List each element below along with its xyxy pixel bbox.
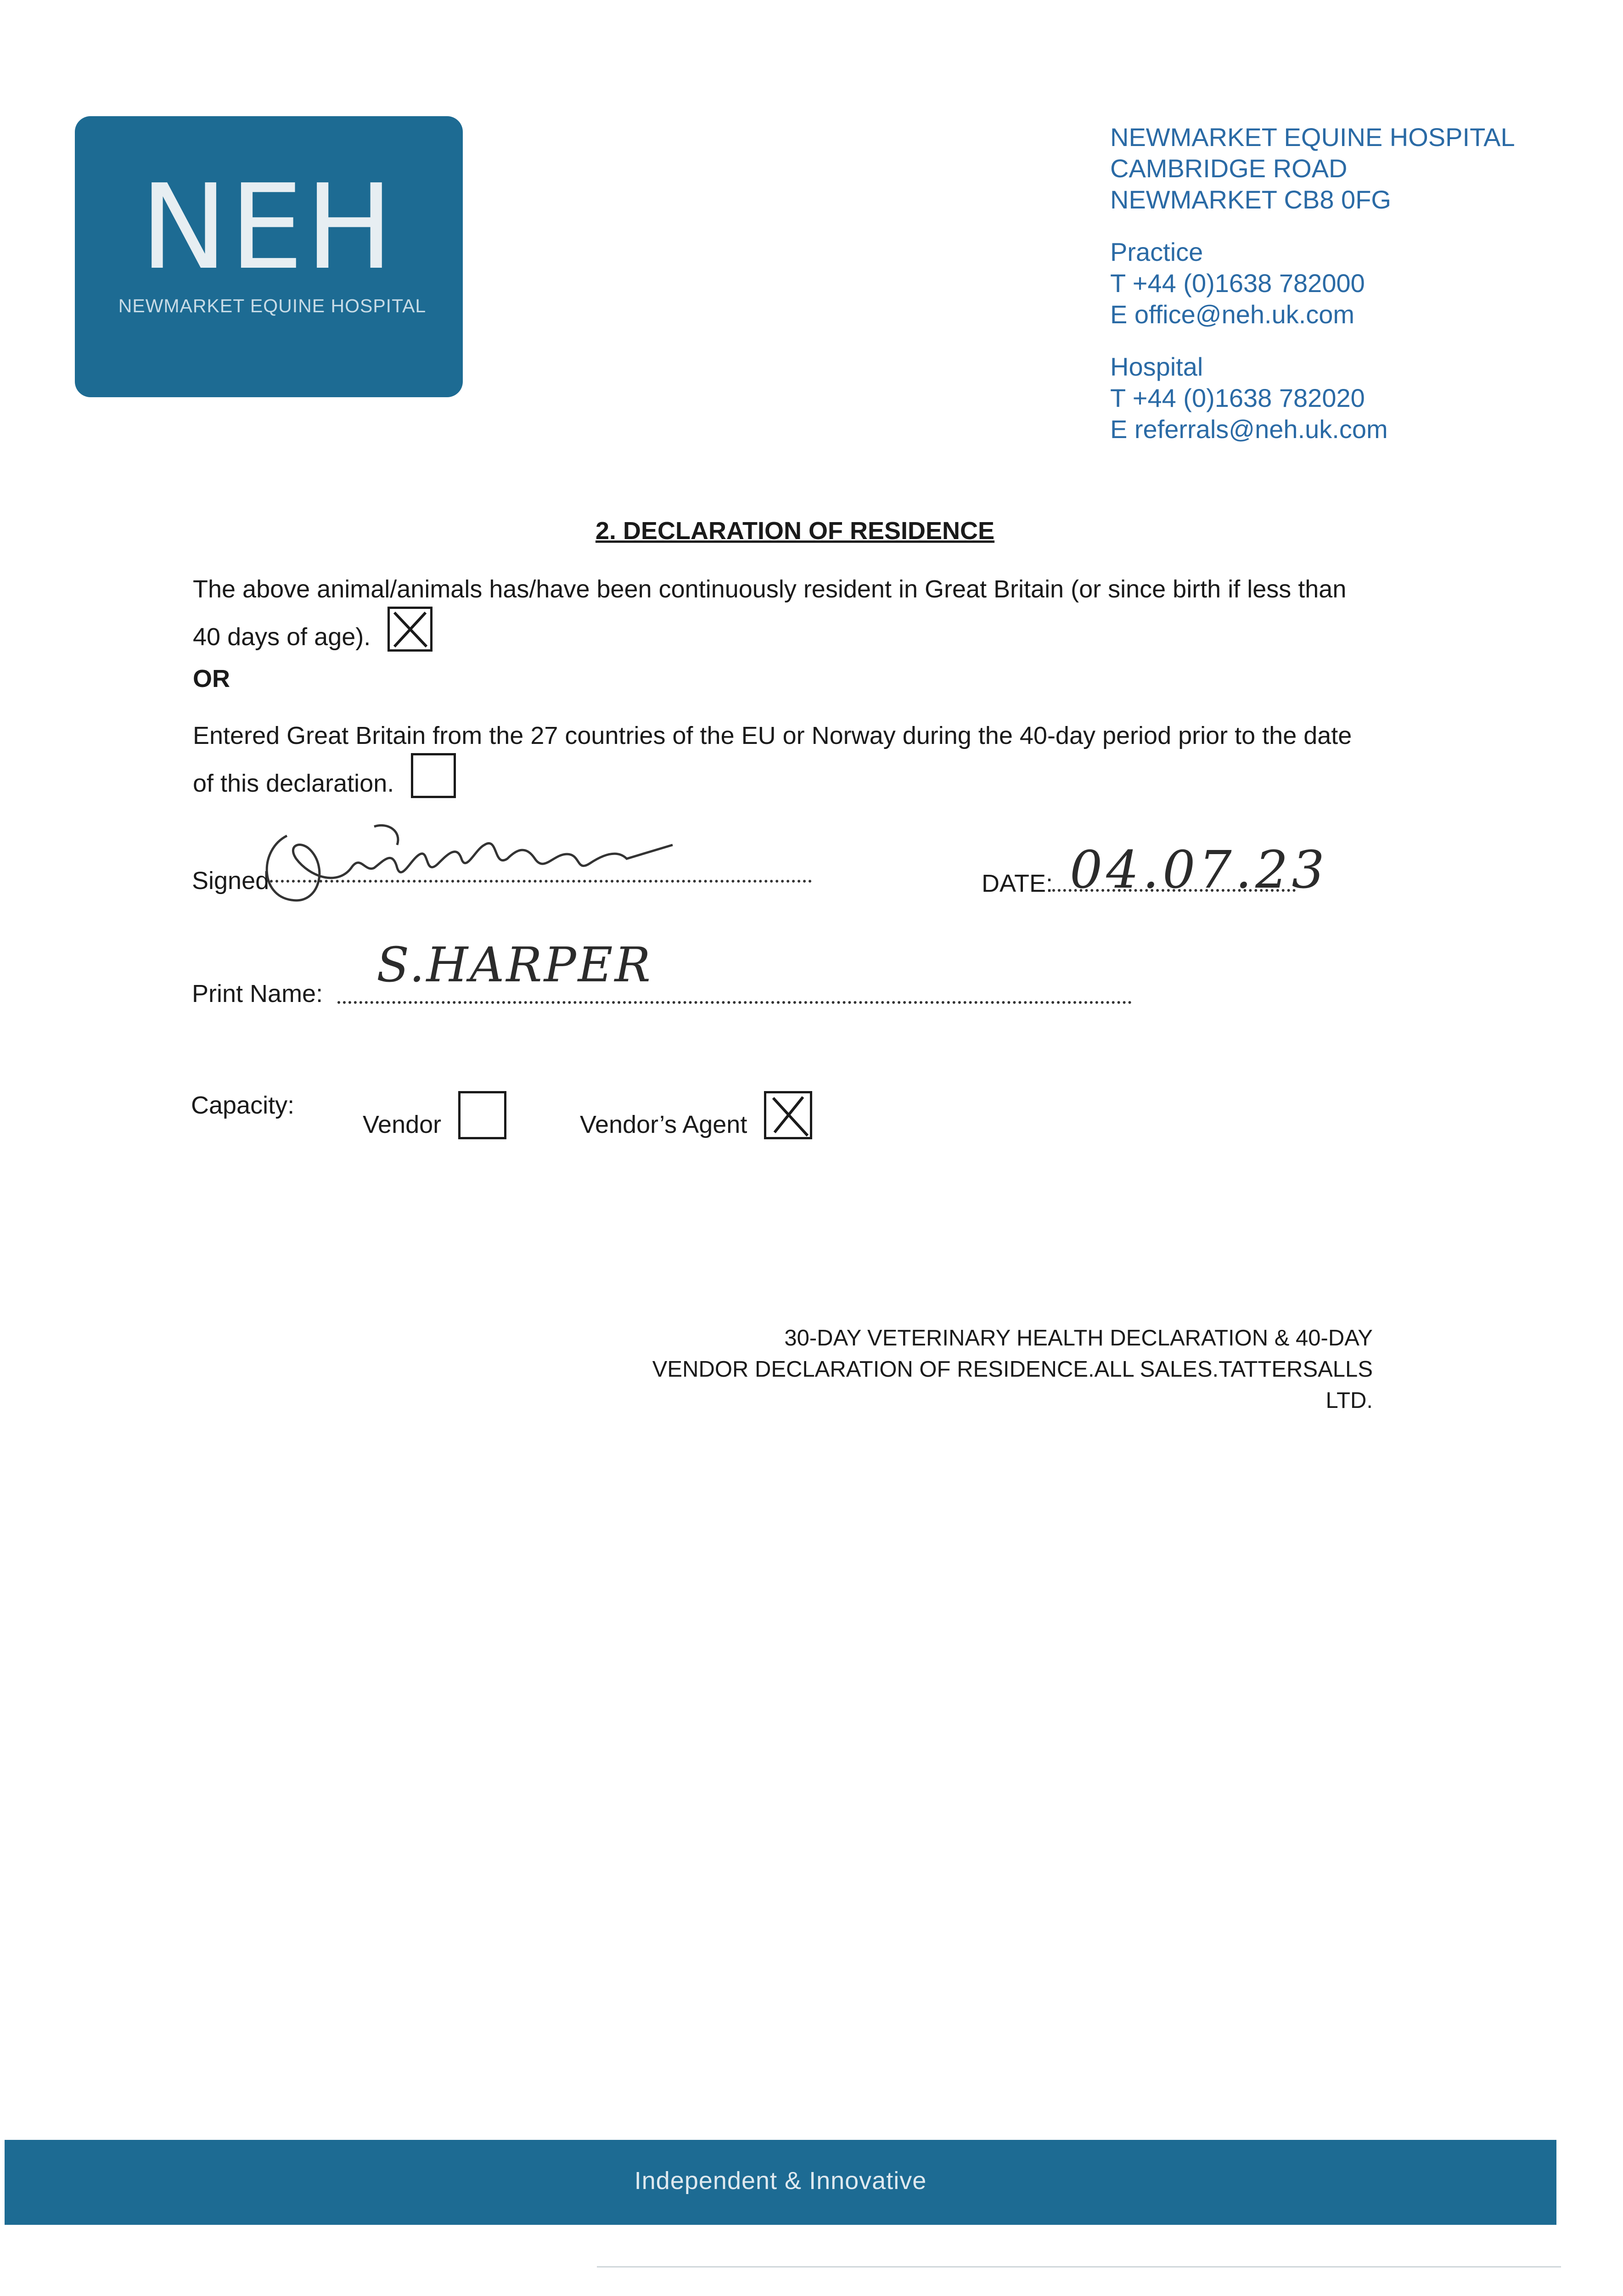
address-line: NEWMARKET CB8 0FG: [1110, 185, 1391, 214]
address-line: NEWMARKET EQUINE HOSPITAL: [1110, 123, 1515, 152]
or-label: OR: [193, 665, 230, 692]
print-name-label: Print Name:: [192, 980, 323, 1007]
bottom-rule: [597, 2266, 1561, 2268]
residence-option-1-text: The above animal/animals has/have been continuously resident in Great Britain (or since birth if less than 40 days of age).: [193, 575, 1347, 651]
check-x-icon: [766, 1093, 810, 1137]
banner-tagline: Independent & Innovative: [634, 2167, 927, 2195]
practice-heading: Practice: [1110, 237, 1203, 266]
residence-option-1-checkbox[interactable]: [387, 607, 432, 652]
date-value[interactable]: 04.07.23: [1070, 840, 1328, 900]
hospital-email: E referrals@neh.uk.com: [1110, 415, 1388, 444]
print-name-value[interactable]: S.HARPER: [376, 937, 652, 993]
vendor-label: Vendor: [363, 1111, 442, 1138]
form-reference-line: VENDOR DECLARATION OF RESIDENCE.ALL SALES.TATTERSALLS LTD.: [652, 1357, 1373, 1413]
practice-block: [1110, 236, 1569, 330]
vendors-agent-label: Vendor’s Agent: [580, 1111, 747, 1138]
print-name-line: [337, 1001, 1132, 1004]
signed-label: Signed: [192, 867, 270, 895]
residence-option-2-checkbox[interactable]: [411, 753, 456, 798]
vendors-agent-option: [580, 1091, 812, 1139]
logo-subtitle: NEWMARKET EQUINE HOSPITAL: [118, 295, 427, 316]
neh-logo: [75, 116, 463, 397]
residence-option-2: [193, 718, 1377, 801]
date-label: DATE:: [982, 870, 1053, 897]
residence-option-1: [193, 572, 1377, 654]
practice-email: E office@neh.uk.com: [1110, 300, 1355, 329]
logo-mark: NEH: [140, 159, 395, 296]
signature-scribble[interactable]: [259, 817, 700, 909]
hospital-phone: T +44 (0)1638 782020: [1110, 383, 1365, 412]
residence-option-2-text: Entered Great Britain from the 27 countries of the EU or Norway during the 40-day period prior to the date of this declaration.: [193, 722, 1352, 797]
address-block: [1110, 122, 1569, 215]
form-reference-line: 30-DAY VETERINARY HEALTH DECLARATION & 40-DAY: [784, 1326, 1373, 1351]
practice-phone: T +44 (0)1638 782000: [1110, 269, 1365, 298]
footer-banner: [5, 2140, 1556, 2225]
form-reference-note: [620, 1322, 1373, 1416]
hospital-heading: Hospital: [1110, 352, 1203, 381]
vendor-option: [363, 1091, 506, 1139]
vendor-checkbox[interactable]: [458, 1091, 506, 1139]
capacity-label: Capacity:: [191, 1092, 295, 1119]
contact-details: [1110, 122, 1569, 466]
vendors-agent-checkbox[interactable]: [764, 1091, 812, 1139]
hospital-block: [1110, 351, 1569, 445]
check-x-icon: [390, 609, 430, 649]
address-line: CAMBRIDGE ROAD: [1110, 154, 1348, 183]
section-title: 2. DECLARATION OF RESIDENCE: [595, 517, 995, 545]
